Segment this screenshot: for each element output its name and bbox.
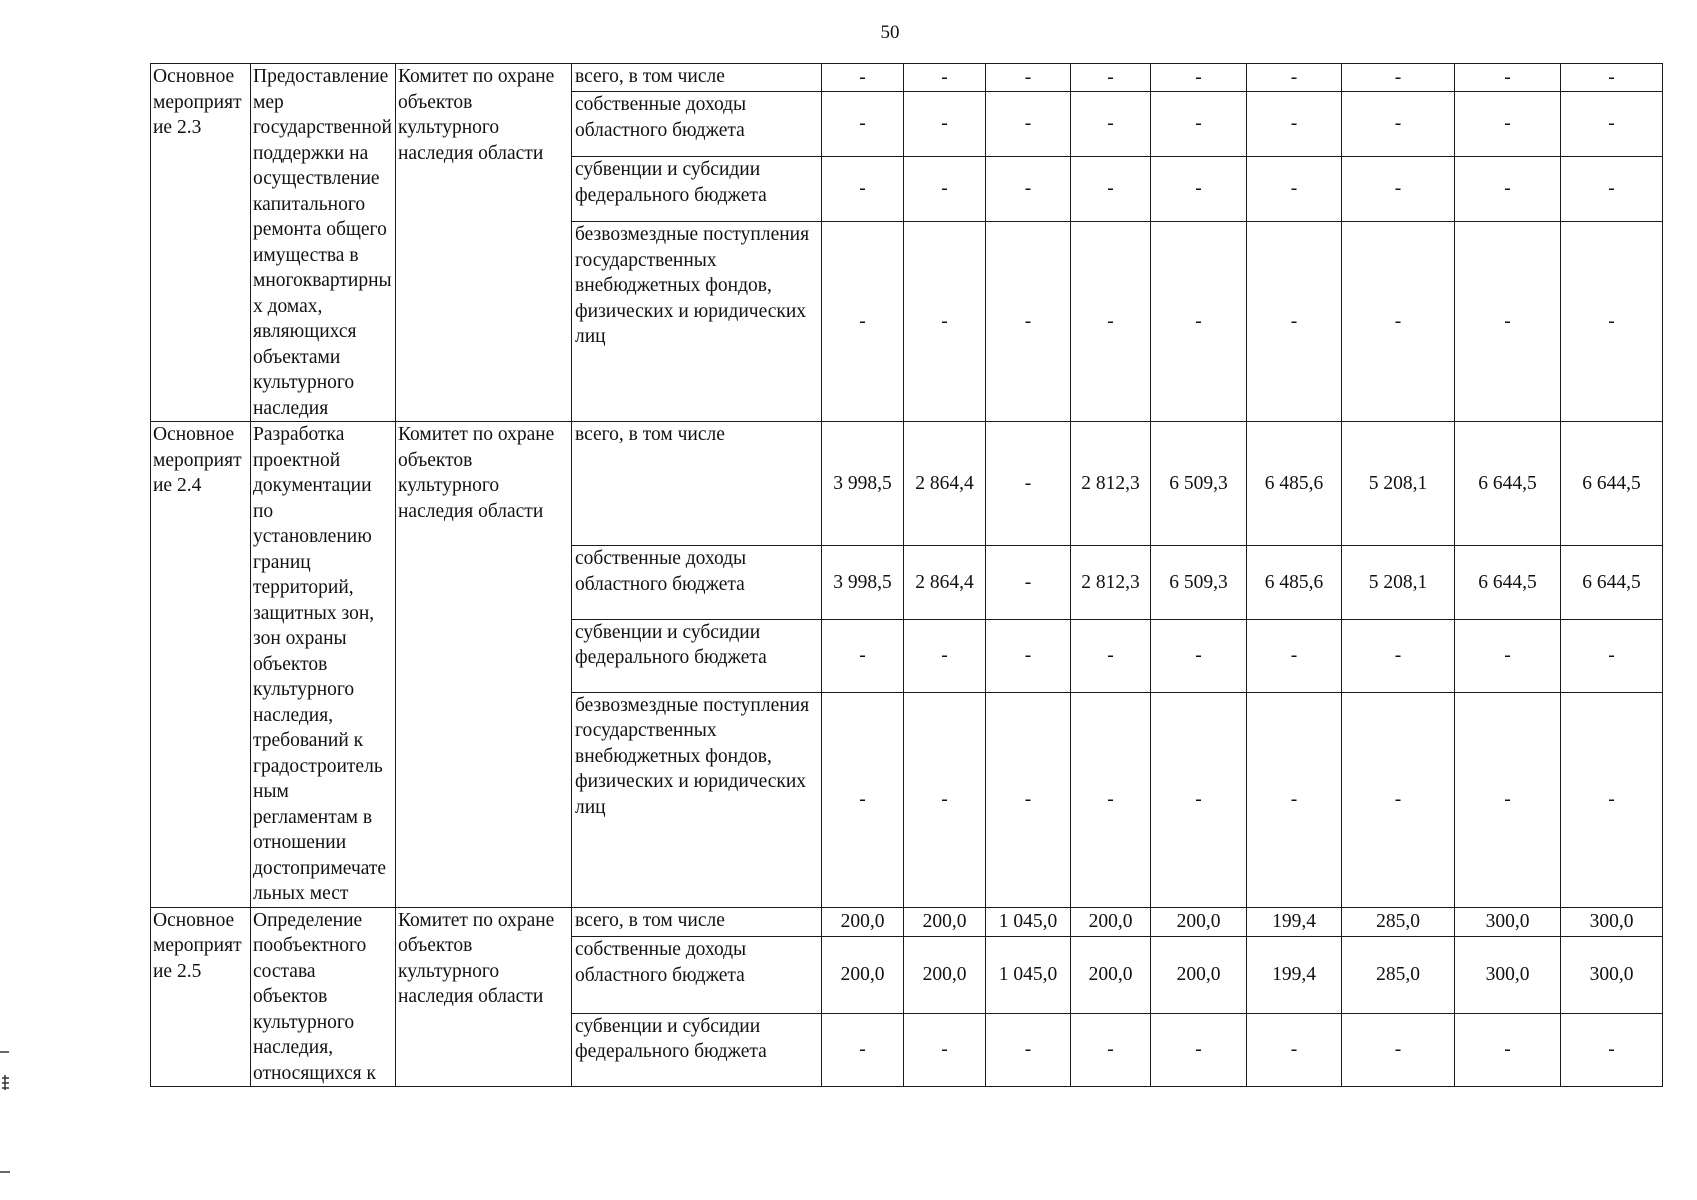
funding-value: 1 045,0 [986,937,1071,1014]
table-row [151,422,1663,546]
funding-value: - [1247,157,1342,222]
page-number: 50 [880,22,900,43]
funding-value: - [1247,64,1342,92]
funding-value: - [1561,1013,1663,1086]
table-row [151,907,1663,937]
measure-description: Определение пообъектного состава объектов культурного наследия, относящихся к [251,907,396,1087]
funding-value: - [1247,619,1342,692]
funding-value: - [1561,92,1663,157]
funding-value: - [986,64,1071,92]
funding-value: - [1455,692,1561,907]
funding-value: 200,0 [822,907,904,937]
funding-value: - [1071,92,1151,157]
funding-value: - [1151,619,1247,692]
measure-label: Основное мероприятие 2.3 [151,64,251,422]
measure-executor: Комитет по охране объектов культурного наследия области [396,422,572,908]
funding-value: - [1151,157,1247,222]
funding-value: - [822,692,904,907]
funding-value: 285,0 [1342,937,1455,1014]
funding-value: 200,0 [904,907,986,937]
funding-value: - [1455,157,1561,222]
funding-value: 6 509,3 [1151,546,1247,619]
funding-value: 6 485,6 [1247,546,1342,619]
funding-value: 200,0 [822,937,904,1014]
funding-source: безвозмездные поступления государственных внебюджетных фондов, физических и юридических лиц [572,222,822,422]
funding-source: субвенции и субсидии федерального бюджета [572,1013,822,1086]
funding-value: - [1342,64,1455,92]
funding-value: 5 208,1 [1342,546,1455,619]
funding-value: 2 812,3 [1071,546,1151,619]
funding-source: всего, в том числе [572,422,822,546]
funding-value: - [986,422,1071,546]
funding-value: - [1561,222,1663,422]
funding-value: - [904,92,986,157]
funding-value: - [822,157,904,222]
funding-value: - [1342,92,1455,157]
funding-value: 300,0 [1455,937,1561,1014]
funding-value: 6 644,5 [1561,546,1663,619]
funding-source: всего, в том числе [572,64,822,92]
measure-label: Основное мероприятие 2.5 [151,907,251,1087]
funding-source: собственные доходы областного бюджета [572,546,822,619]
margin-marks [0,1050,14,1180]
funding-value: - [986,157,1071,222]
funding-value: - [1247,92,1342,157]
funding-value: - [1342,1013,1455,1086]
funding-value: - [986,1013,1071,1086]
funding-value: 199,4 [1247,907,1342,937]
funding-value: - [1455,1013,1561,1086]
measure-description: Предоставление мер государственной поддержки на осуществление капитального ремонта общего имущества в многоквартирных домах, являющихся объектами культурного наследия [251,64,396,422]
financing-table-container [150,63,1662,1087]
funding-source: собственные доходы областного бюджета [572,937,822,1014]
funding-value: 2 864,4 [904,422,986,546]
financing-table-body [151,64,1663,1087]
funding-value: - [1151,1013,1247,1086]
funding-value: 1 045,0 [986,907,1071,937]
funding-value: - [822,1013,904,1086]
funding-value: 6 485,6 [1247,422,1342,546]
funding-value: 285,0 [1342,907,1455,937]
funding-value: - [1071,157,1151,222]
funding-value: - [822,619,904,692]
funding-value: - [904,222,986,422]
funding-value: 200,0 [1151,937,1247,1014]
funding-source: субвенции и субсидии федерального бюджета [572,157,822,222]
funding-source: собственные доходы областного бюджета [572,92,822,157]
funding-value: - [1071,1013,1151,1086]
table-row [151,64,1663,92]
funding-value: - [1071,692,1151,907]
funding-value: - [1561,692,1663,907]
funding-value: 6 644,5 [1455,546,1561,619]
funding-value: - [904,1013,986,1086]
funding-value: - [904,64,986,92]
funding-value: 300,0 [1455,907,1561,937]
measure-executor: Комитет по охране объектов культурного наследия области [396,64,572,422]
funding-value: - [986,692,1071,907]
measure-label: Основное мероприятие 2.4 [151,422,251,908]
funding-value: - [822,64,904,92]
funding-value: - [986,222,1071,422]
funding-value: - [1247,222,1342,422]
funding-value: - [904,692,986,907]
funding-value: - [1455,64,1561,92]
funding-value: 3 998,5 [822,546,904,619]
funding-value: - [1071,222,1151,422]
funding-value: - [822,222,904,422]
funding-value: 200,0 [904,937,986,1014]
funding-value: 300,0 [1561,907,1663,937]
funding-value: - [1151,92,1247,157]
funding-value: - [822,92,904,157]
funding-value: - [1071,64,1151,92]
funding-value: 3 998,5 [822,422,904,546]
funding-value: - [1071,619,1151,692]
funding-value: 6 509,3 [1151,422,1247,546]
funding-value: - [1455,92,1561,157]
funding-value: - [986,92,1071,157]
funding-value: - [1342,619,1455,692]
funding-value: 199,4 [1247,937,1342,1014]
funding-value: - [1455,222,1561,422]
funding-value: 6 644,5 [1561,422,1663,546]
funding-source: субвенции и субсидии федерального бюджета [572,619,822,692]
funding-value: 5 208,1 [1342,422,1455,546]
funding-value: - [1247,1013,1342,1086]
funding-value: - [986,546,1071,619]
funding-value: 200,0 [1071,907,1151,937]
funding-value: - [1561,619,1663,692]
funding-value: 2 812,3 [1071,422,1151,546]
funding-value: - [1342,157,1455,222]
funding-value: - [904,157,986,222]
funding-value: 2 864,4 [904,546,986,619]
funding-value: 6 644,5 [1455,422,1561,546]
funding-source: безвозмездные поступления государственных внебюджетных фондов, физических и юридических лиц [572,692,822,907]
funding-value: 300,0 [1561,937,1663,1014]
funding-value: - [1455,619,1561,692]
measure-executor: Комитет по охране объектов культурного наследия области [396,907,572,1087]
funding-value: - [904,619,986,692]
funding-value: - [986,619,1071,692]
funding-value: - [1247,692,1342,907]
funding-value: - [1561,64,1663,92]
funding-value: - [1342,222,1455,422]
funding-value: - [1151,692,1247,907]
funding-value: - [1151,64,1247,92]
funding-value: 200,0 [1071,937,1151,1014]
funding-value: 200,0 [1151,907,1247,937]
financing-table [150,63,1663,1087]
funding-value: - [1342,692,1455,907]
funding-value: - [1151,222,1247,422]
funding-source: всего, в том числе [572,907,822,937]
measure-description: Разработка проектной документации по установлению границ территорий, защитных зон, зон охраны объектов культурного наследия, требований к градостроительным регламентам в отношении достопримечательных мест [251,422,396,908]
funding-value: - [1561,157,1663,222]
